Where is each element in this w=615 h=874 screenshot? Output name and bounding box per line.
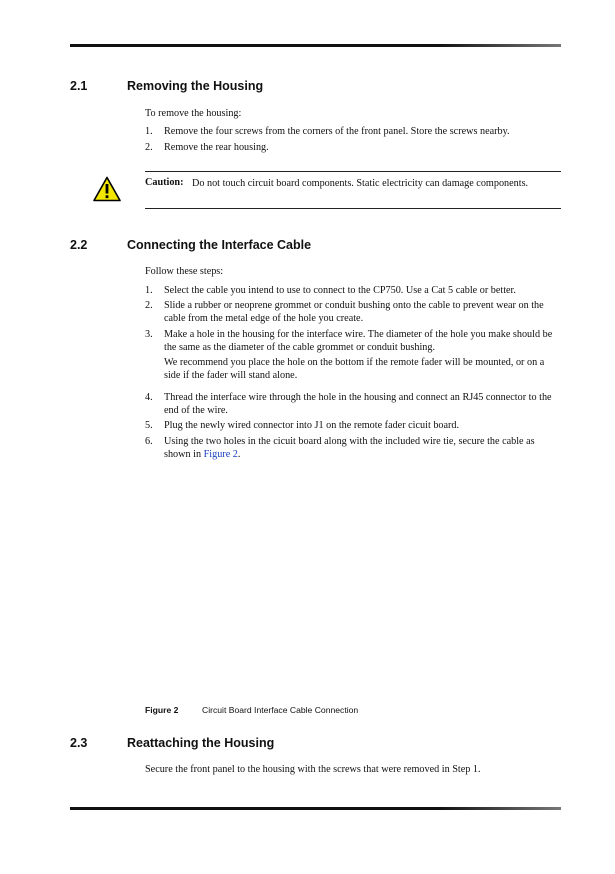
list-item	[145, 435, 565, 461]
figure-link[interactable]: Figure 2	[203, 449, 238, 460]
warning-triangle-icon	[93, 176, 121, 202]
list-item	[145, 391, 565, 417]
list-item	[145, 328, 565, 354]
list-text: Plug the newly wired connector into J1 on the remote fader cicuit board.	[164, 420, 460, 431]
section-number: 2.2	[70, 238, 88, 252]
list-item	[145, 419, 565, 432]
list-text: Remove the four screws from the corners of the front panel. Store the screws nearby.	[164, 126, 510, 137]
list-text: Remove the rear housing.	[164, 142, 269, 153]
caution-text: Do not touch circuit board components. Static electricity can damage components.	[192, 178, 529, 189]
list-number: 2.	[145, 142, 153, 153]
list-text: Select the cable you intend to use to connect to the CP750. Use a Cat 5 cable or better.	[164, 285, 516, 296]
list-text: Make a hole in the housing for the interface wire. The diameter of the hole you make should be the same as the diameter of the cable grommet or conduit bushing.	[164, 329, 553, 353]
list-item	[145, 125, 565, 138]
figure-caption	[145, 705, 359, 715]
section-title: Removing the Housing	[127, 79, 264, 93]
list-text-part: .	[237, 449, 241, 460]
caution-box	[145, 171, 561, 209]
list-text-part: Using the two holes in the cicuit board along with the included wire tie, secure the cable as shown in	[164, 436, 535, 460]
intro-text: To remove the housing:	[145, 108, 242, 119]
list-note: We recommend you place the hole on the bottom if the remote fader will be mounted, or on a side if the fader will stand alone.	[164, 357, 545, 381]
list-number: 1.	[145, 285, 153, 296]
caution-label: Caution:	[145, 177, 184, 188]
list-number: 6.	[145, 436, 153, 447]
body-text: Secure the front panel to the housing with the screws that were removed in Step 1.	[145, 764, 481, 775]
section-number: 2.1	[70, 79, 88, 93]
list-number: 4.	[145, 392, 153, 403]
list-text	[164, 435, 562, 461]
list-item	[145, 141, 565, 154]
list-item	[145, 299, 565, 325]
figure-placeholder	[145, 468, 561, 693]
section-title: Reattaching the Housing	[127, 736, 275, 750]
section-title: Connecting the Interface Cable	[127, 238, 312, 252]
list-number: 3.	[145, 329, 153, 340]
list-number: 5.	[145, 420, 153, 431]
list-number: 1.	[145, 126, 153, 137]
intro-text: Follow these steps:	[145, 266, 224, 277]
footer-rule	[70, 807, 561, 810]
header-rule	[70, 44, 561, 47]
list-item	[145, 284, 565, 297]
list-text: Thread the interface wire through the hole in the housing and connect an RJ45 connector to the end of the wire.	[164, 392, 552, 416]
list-number: 2.	[145, 300, 153, 311]
list-text: Slide a rubber or neoprene grommet or conduit bushing onto the cable to prevent wear on the cable from the metal edge of the hole you create.	[164, 300, 544, 324]
figure-title: Circuit Board Interface Cable Connection	[202, 705, 359, 715]
section-number: 2.3	[70, 736, 88, 750]
figure-number: Figure 2	[145, 705, 179, 715]
